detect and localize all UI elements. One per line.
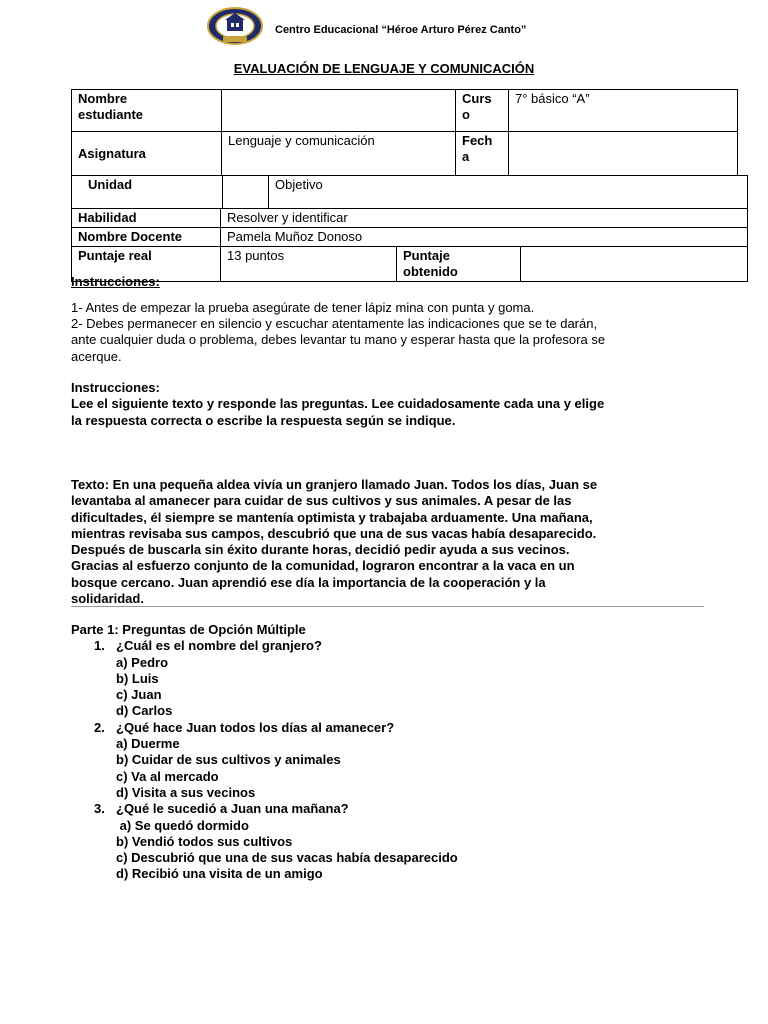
puntaje-real-label: Puntaje real xyxy=(72,247,221,282)
details-table xyxy=(71,208,748,282)
question-2: 2. ¿Qué hace Juan todos los días al amanecer? xyxy=(94,719,395,735)
school-logo xyxy=(207,7,263,45)
unit-table xyxy=(71,175,748,209)
option-1c[interactable]: c) Juan xyxy=(116,687,162,703)
reading-instructions: Instrucciones: Lee el siguiente texto y responde las preguntas. Lee cuidadosamente cada una y elige la respuesta correcta o escribe la respuesta según se indique. xyxy=(71,380,605,428)
objetivo-label: Objetivo xyxy=(269,176,748,209)
option-1b[interactable]: b) Luis xyxy=(116,670,159,686)
puntaje-obtenido-label: Puntaje obtenido xyxy=(397,247,521,282)
option-2d[interactable]: d) Visita a sus vecinos xyxy=(116,784,256,800)
school-name: Centro Educacional “Héroe Arturo Pérez Canto” xyxy=(275,24,527,36)
question-1: 1. ¿Cuál es el nombre del granjero? xyxy=(94,638,322,654)
document-title: EVALUACIÓN DE LENGUAJE Y COMUNICACIÓN xyxy=(233,61,535,76)
option-3d[interactable]: d) Recibió una visita de un amigo xyxy=(116,866,323,882)
asignatura-value: Lenguaje y comunicación xyxy=(222,132,456,176)
habilidad-label: Habilidad xyxy=(72,209,221,228)
instructions-heading: Instrucciones: xyxy=(71,274,160,289)
reading-text: Texto: En una pequeña aldea vivía un granjero llamado Juan. Todos los días, Juan se levantaba al amanecer para cuidar de sus cultivos y sus animales. A pesar de las dificultades, él siempre se mantenía optimista y trabajaba arduamente. Una mañana, mientras revisaba sus campos, descubrió que una de sus vacas había desaparecido. Después de buscarla sin éxito durante horas, decidió pedir ayuda a sus vecinos. Gracias al esfuerzo conjunto de la comunidad, lograron encontrar a la vaca en un bosque cercano. Juan aprendió ese día la importancia de la cooperación y la solidaridad. xyxy=(71,477,598,607)
option-1d[interactable]: d) Carlos xyxy=(116,703,173,719)
curso-value: 7° básico “A” xyxy=(509,90,738,132)
nombre-value[interactable] xyxy=(222,90,456,132)
student-info-table xyxy=(71,89,738,176)
unidad-label: Unidad xyxy=(72,176,223,209)
option-2c[interactable]: c) Va al mercado xyxy=(116,768,219,784)
option-2b[interactable]: b) Cuidar de sus cultivos y animales xyxy=(116,752,341,768)
nombre-label: Nombre estudiante xyxy=(72,90,222,132)
puntaje-real-value: 13 puntos xyxy=(221,247,397,282)
fecha-label: Fech a xyxy=(456,132,509,176)
question-3: 3. ¿Qué le sucedió a Juan una mañana? xyxy=(94,801,349,817)
docente-value: Pamela Muñoz Donoso xyxy=(221,228,748,247)
divider xyxy=(71,606,704,607)
habilidad-value: Resolver y identificar xyxy=(221,209,748,228)
part1-section xyxy=(71,622,458,883)
option-3c[interactable]: c) Descubrió que una de sus vacas había desaparecido xyxy=(116,850,458,866)
instruction-2: 2- Debes permanecer en silencio y escuchar atentamente las indicaciones que se te darán, ante cualquier duda o problema, debes levantar tu mano y esperar hasta que la profesora se acerque. xyxy=(71,316,606,364)
asignatura-label: Asignatura xyxy=(72,132,222,176)
fecha-value[interactable] xyxy=(509,132,738,176)
option-3b[interactable]: b) Vendió todos sus cultivos xyxy=(116,833,293,849)
docente-label: Nombre Docente xyxy=(72,228,221,247)
option-1a[interactable]: a) Pedro xyxy=(116,654,169,670)
puntaje-obtenido-value[interactable] xyxy=(521,247,748,282)
curso-label: Curs o xyxy=(456,90,509,132)
unidad-value[interactable] xyxy=(223,176,269,209)
option-2a[interactable]: a) Duerme xyxy=(116,736,180,752)
option-3a[interactable]: a) Se quedó dormido xyxy=(116,817,249,833)
part1-title: Parte 1: Preguntas de Opción Múltiple xyxy=(71,622,306,637)
instruction-1: 1- Antes de empezar la prueba asegúrate de tener lápiz mina con punta y goma. xyxy=(71,300,535,315)
